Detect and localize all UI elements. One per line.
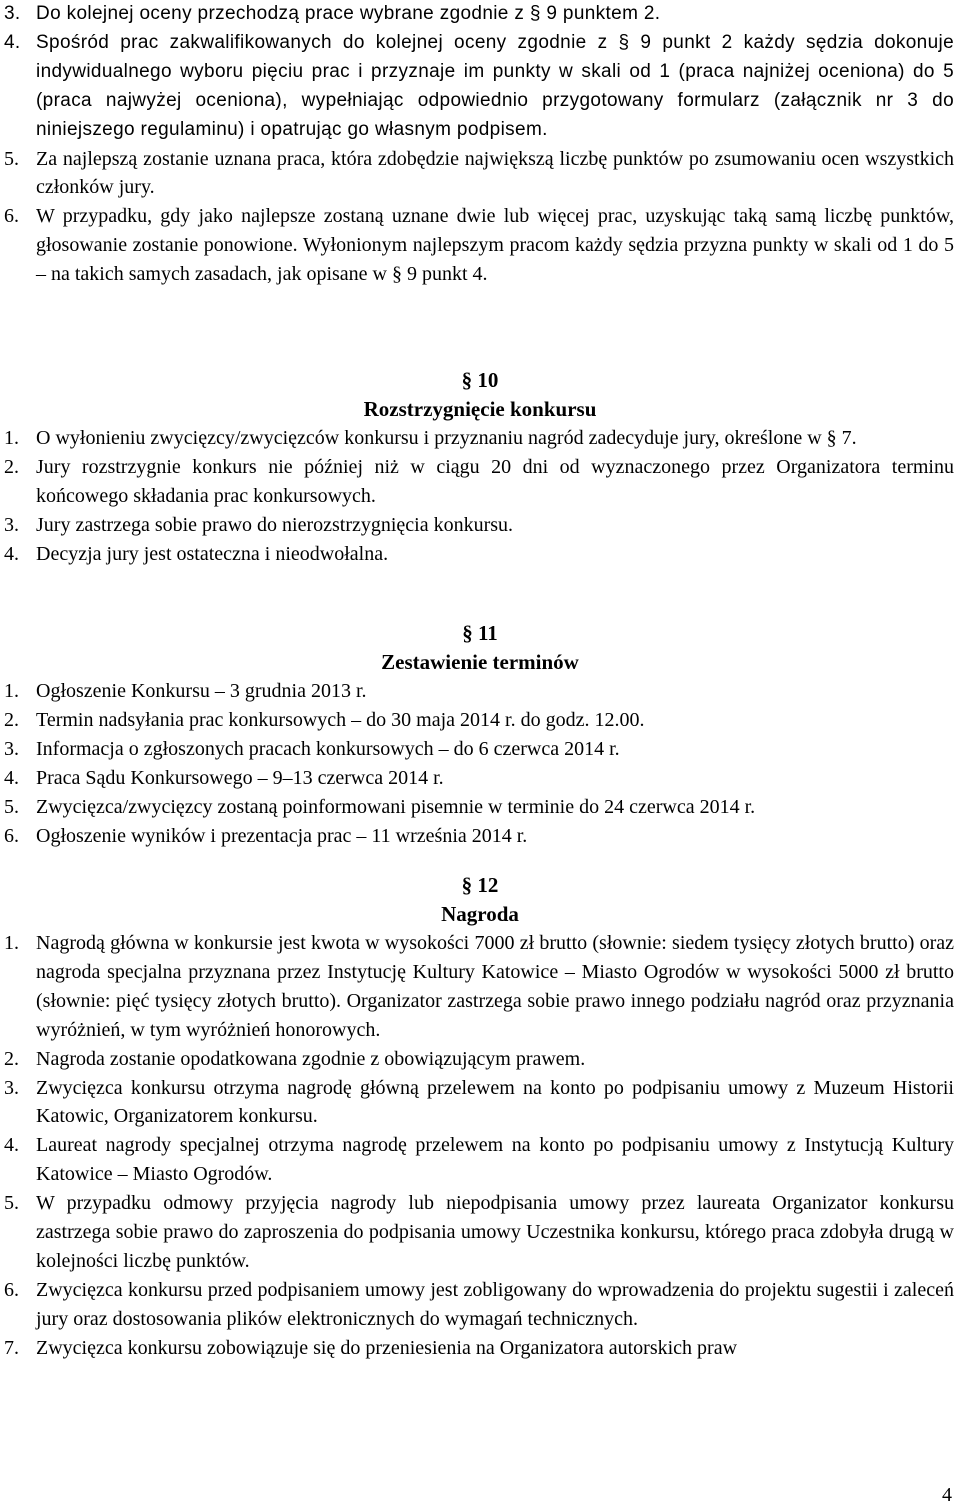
item-number: 4. bbox=[4, 766, 19, 789]
item-number: 5. bbox=[4, 795, 19, 818]
list-item bbox=[0, 1131, 954, 1189]
item-number: 2. bbox=[4, 708, 19, 731]
item-text: Zwycięzca/zwycięzcy zostaną poinformowani pisemnie w terminie do 24 czerwca 2014 r. bbox=[36, 795, 756, 818]
section-12-list bbox=[0, 929, 954, 1363]
list-item bbox=[0, 1045, 954, 1074]
page-number: 4 bbox=[942, 1484, 952, 1506]
item-number: 6. bbox=[4, 205, 19, 228]
list-item bbox=[0, 677, 954, 706]
item-text: Zwycięzca konkursu zobowiązuje się do przeniesienia na Organizatora autorskich praw bbox=[36, 1336, 738, 1359]
list-item bbox=[0, 793, 954, 822]
section-10-list bbox=[0, 424, 954, 569]
item-text: Praca Sądu Konkursowego – 9–13 czerwca 2014 r. bbox=[36, 766, 444, 789]
item-number: 2. bbox=[4, 455, 19, 478]
item-text: W przypadku odmowy przyjęcia nagrody lub niepodpisania umowy przez laureata Organizator konkursu zastrzega sobie prawo do zaproszenia do podpisania umowy Uczestnika konkursu, którego praca zdobyła drugą w kolejności liczbę punktów. bbox=[36, 1192, 954, 1272]
section-number: § 10 bbox=[461, 368, 499, 392]
item-number: 1. bbox=[4, 932, 19, 954]
item-number: 5. bbox=[4, 1192, 19, 1215]
item-text: Informacja o zgłoszonych pracach konkursowych – do 6 czerwca 2014 r. bbox=[36, 737, 620, 760]
list-item bbox=[0, 511, 954, 540]
item-text: Nagrodą główna w konkursie jest kwota w wysokości 7000 zł brutto (słownie: siedem tysięcy złotych brutto) oraz nagroda specjalna przyznana przez Instytucję Kultury Katowice – Miasto Ogrodów w wysokości 5000 zł brutto (słownie: pięć tysięcy złotych brutto). Organizator zastrzega sobie prawo innego podziału nagród oraz przyznania wyróżnień, w tym wyróżnień honorowych. bbox=[36, 932, 954, 1041]
item-number: 1. bbox=[4, 680, 19, 702]
section-number: § 12 bbox=[461, 873, 499, 897]
section-11-heading bbox=[0, 619, 960, 677]
item-text: Jury rozstrzygnie konkurs nie później niż w ciągu 20 dni od wyznaczonego przez Organizatora terminu końcowego składania prac konkursowych. bbox=[36, 455, 954, 507]
list-item bbox=[0, 145, 954, 203]
item-text: Spośród prac zakwalifikowanych do kolejnej oceny zgodnie z § 9 punkt 2 każdy sędzia dokonuje indywidualnego wyboru pięciu prac i przyznaje im punkty w skali od 1 (praca najniżej oceniona) do 5 (praca najwyżej oceniona), wypełniając odpowiednio przygotowany formularz (załącznik nr 3 do niniejszego regulaminu) i opatrując go własnym podpisem. bbox=[36, 31, 954, 140]
item-number: 1. bbox=[4, 427, 19, 449]
list-item bbox=[0, 735, 954, 764]
section-number: § 11 bbox=[462, 621, 498, 645]
item-number: 4. bbox=[4, 31, 21, 53]
item-text: Ogłoszenie wyników i prezentacja prac – 11 września 2014 r. bbox=[36, 824, 528, 847]
item-text: Do kolejnej oceny przechodzą prace wybrane zgodnie z § 9 punktem 2. bbox=[36, 3, 661, 24]
list-item bbox=[0, 540, 954, 569]
list-item bbox=[0, 1334, 954, 1363]
section-12-heading bbox=[0, 871, 960, 929]
item-number: 4. bbox=[4, 542, 19, 565]
list-item bbox=[0, 29, 954, 145]
item-number: 2. bbox=[4, 1047, 19, 1070]
item-text: W przypadku, gdy jako najlepsze zostaną uznane dwie lub więcej prac, uzyskując taką samą liczbę punktów, głosowanie zostanie ponowione. Wyłonionym najlepszym pracom każdy sędzia przyzna punkty w skali od 1 do 5 – na takich samych zasadach, jak opisane w § 9 punkt 4. bbox=[36, 205, 954, 286]
section-title: Zestawienie terminów bbox=[381, 650, 579, 674]
section-9-list bbox=[0, 0, 954, 289]
list-item bbox=[0, 202, 954, 289]
item-number: 7. bbox=[4, 1336, 19, 1359]
section-11-list bbox=[0, 677, 954, 850]
item-text: Ogłoszenie Konkursu – 3 grudnia 2013 r. bbox=[36, 680, 367, 702]
list-item bbox=[0, 1276, 954, 1334]
item-text: Zwycięzca konkursu przed podpisaniem umowy jest zobligowany do wprowadzenia do projektu sugestii i zaleceń jury oraz dostosowania plików elektronicznych do wymagań technicznych. bbox=[36, 1278, 954, 1330]
item-number: 6. bbox=[4, 1278, 19, 1301]
item-text: Termin nadsyłania prac konkursowych – do 30 maja 2014 r. do godz. 12.00. bbox=[36, 708, 645, 731]
item-text: Laureat nagrody specjalnej otrzyma nagrodę przelewem na konto po podpisaniu umowy z Instytucją Kultury Katowice – Miasto Ogrodów. bbox=[36, 1134, 954, 1186]
item-number: 5. bbox=[4, 147, 19, 170]
section-title: Nagroda bbox=[441, 902, 519, 926]
item-text: Nagroda zostanie opodatkowana zgodnie z obowiązującym prawem. bbox=[36, 1047, 586, 1070]
item-number: 3. bbox=[4, 3, 21, 24]
item-number: 3. bbox=[4, 1076, 19, 1099]
section-10-heading bbox=[0, 366, 960, 424]
list-item bbox=[0, 706, 954, 735]
list-item bbox=[0, 424, 954, 453]
item-number: 3. bbox=[4, 737, 19, 760]
list-item bbox=[0, 822, 954, 851]
item-text: Decyzja jury jest ostateczna i nieodwołalna. bbox=[36, 542, 389, 565]
list-item bbox=[0, 1074, 954, 1132]
list-item bbox=[0, 929, 954, 1045]
item-number: 3. bbox=[4, 513, 19, 536]
item-text: Zwycięzca konkursu otrzyma nagrodę główną przelewem na konto po podpisaniu umowy z Muzeum Historii Katowic, Organizatorem konkursu. bbox=[36, 1076, 954, 1128]
list-item bbox=[0, 453, 954, 511]
item-text: Za najlepszą zostanie uznana praca, która zdobędzie największą liczbę punktów po zsumowaniu ocen wszystkich członków jury. bbox=[36, 147, 954, 199]
section-title: Rozstrzygnięcie konkursu bbox=[363, 397, 597, 421]
list-item bbox=[0, 0, 954, 29]
item-number: 4. bbox=[4, 1134, 19, 1157]
item-text: Jury zastrzega sobie prawo do nierozstrzygnięcia konkursu. bbox=[36, 513, 514, 536]
list-item bbox=[0, 1189, 954, 1276]
item-text: O wyłonieniu zwycięzcy/zwycięzców konkursu i przyznaniu nagród zadecyduje jury, określone w § 7. bbox=[36, 427, 857, 449]
list-item bbox=[0, 764, 954, 793]
item-number: 6. bbox=[4, 824, 19, 847]
